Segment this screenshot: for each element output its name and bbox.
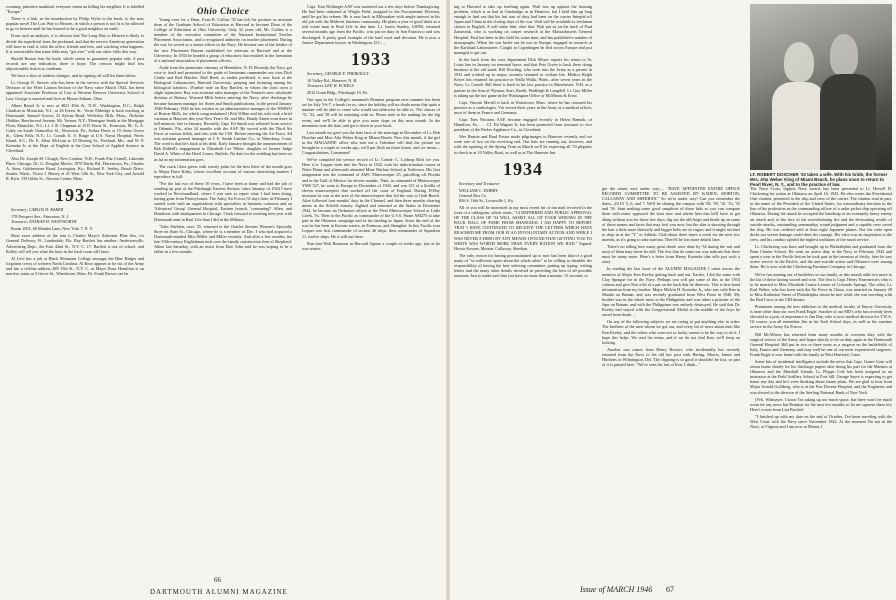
- secretary-address: 10 Valley Rd., Hanover, N. H.: [307, 77, 358, 83]
- left-column-2: [154, 4, 292, 256]
- secretary-line: Secretary, CARLOS H. BAKER: [11, 207, 64, 212]
- paragraph: (Yeh, Widmayer, I know I'm taking up too much space, but there won't be much room for any news but Reunion for the next few months so let me squeeze these in): Here's a note from Lint Buchtel:: [750, 396, 892, 412]
- paragraph: Also Dr. Joseph M. Clough, New London, N.H.; Frank Fitz Cornell, Lakeside Place, Chicago, Ill.; G. Douglas Morris, 1970 Darby Rd., Havertown, Pa.; Charles A. Sims, Goldenstone Road, Lexington, Ky.; Richard E. Seeley, Beach Drive, Seattle, Wash.; Victor J. Hersey at 41 West 12th St., New York City; and Arnold R. Rich, 159 Gibbs St., Newton Center, Mass.: [6, 155, 144, 181]
- left-page: [0, 0, 446, 600]
- secretary-address: 826 S. 16th St., Louisville 1, Ky.: [459, 197, 514, 203]
- paragraph: get the return wire under way..... "HAVE APPOINTED ENTIRE OFFICE RECORDS COMMITTEE TO BE ASSISTED BY KADEN, MORTON, CALLAWAY AND SHEEHAN." So we're under way! Can you remember the dates—JULY 5, 6, and 7. We'll be sharing the campus with '08, '09, '10, '33, '35 and '36. Start making some good snapshots of those kids so you can compare them with mine; approach the boss now and advise him that he'll have to get along without you for those few days; dig out the old Aegis and brush up on some of those names and faces that may fool you now, but the skin is showing through the hair a little more distinctly and bigger belts are in vogue; and it might not hurt to drop in at the "Y" or Athletic Club about three times a week for the next few months, as it's going to take stamina. There'll be lots more details later.: [602, 186, 740, 242]
- treasurer-line: Treasurer, LEE W. ECKELS: [307, 82, 354, 88]
- groom-head: [830, 34, 858, 76]
- page-number-right: 67: [666, 585, 674, 594]
- paragraph: Lt. Chickering was born and brought up in Philadelphia and graduated from the Penn Charter School. He went on active duty in the Navy in February 1942 and spent a year in the Pacific before he took part in the invasion of Sicily; later he saw active service in the Pacific, and the anti-suicide action and Okinawa were among them. He is now with the Chickering Furniture Company in Chicago.: [750, 244, 892, 270]
- secretary-address: 178 Prospect Ave., Princeton, N. J.: [11, 214, 70, 220]
- secretary-line: Secretary, GEORGE F. THERIAULT: [307, 70, 369, 76]
- paragraph: Wes Beattie and Brad Foster made pilgrimages to Hanover recently and we were one of two on the receiving end. Our hats are running out, however, and with the opening of the Spring Term in March we'll be expecting all '33 pilgrims to check in at 10 Valley Road, as well as at The Hanover Inn.: [454, 134, 592, 155]
- paragraph: Our spot in the College's mammoth Reunion program next summer has been set for July 5-6-7, a break for us, since the holiday will no doubt mean that quite a number will be able to come who would not otherwise be able to. The classes of '31, '32, and '38 will be reuniting with us. Please note in the making for the big event, and we'll be able to give you more dope on this next month. In the meantime note the date, and get it down in your book.: [302, 97, 440, 128]
- paragraph: On any of the following subjects we are trying to put anything else in order. The brothers of the men whom we got out, and every bit of news about men like Ken Keeley, and the others who were not so lucky, seems to be the way to do it. I hope this helps. We read the items, and if we do not find Ken, we'll keep on looking.: [602, 319, 740, 345]
- paragraph: Young even for a Dean, Evan R. Collins '35 has left his position as assistant dean of the Graduate School of Education at Harvard to become Dean of the College of Education at Ohio University. Only 32 years old, Mr. Collins is a member of the executive committee of the National Institutional Teacher Placement Association, and a recognized authority on teacher placement. During the war, he served as a senior officer in the Navy. He became one of the leaders of the new Placement Bureau established for veterans at Harvard and at the University. In 1934 he headed a group of educators that resulted in the formation of a national association of placement officers.: [154, 17, 292, 63]
- treasurer-address: Room 1801, 60 Maiden Lane, New York 7, N. Y.: [11, 226, 94, 232]
- paragraph: The crack Class greets with sweaty palm for the best letter of the month goes to Major Dave Kirby, whose excellent account of various interesting matters I reproduce in full:: [154, 163, 292, 179]
- bride-figure: [772, 82, 826, 170]
- paragraph: Lt. George N. Sievers who has been in the service with the Special Services Division of the Fleet Liaison Section of the Navy since March 1944, has been appointed Associate Professor of Law at Western Reserve University School of Law. George is married and lives at Mount Auburn, Ohio.: [6, 80, 144, 101]
- treasurer-address: 2812 Grant Bldg., Pittsburgh 19, Pa.: [307, 90, 368, 96]
- class-year-heading: 1934: [503, 158, 543, 179]
- right-page: [450, 0, 896, 600]
- paragraph: From such an analysis, it is obvious that The Long Way to Heaven is likely to divide the superficial from the profound, and that the newest American generation will have to read it, with the office, friends and foes, and watching what happens. It is conceivable that some folks may "get over" with one other folks this way.: [6, 33, 144, 54]
- magazine-footer: DARTMOUTH ALUMNI MAGAZINE: [150, 588, 288, 596]
- right-column-3: [750, 186, 892, 431]
- paragraph: ing to Harvard to take up teaching again. Walt was up against the housing problem, which is as bad in Cambridge as in Hanover, but I held him up long enough to find out that his last tour of duty had been on the carrier Intrepid off Japan and China in the closing days of the war. Walt will be available to freshman classes in English. A will strike him, after that. Walt put us on the track of Paul Zamecnik, who is working on cancer research at the Massachusetts General Hospital. Paul has been in this field for some time, and has published a number of monographs. When the war broke out he was in Europe, engaged in research at the Karlsbad Laboratories. Caught in Copenhagen he fled across Europe and just managed to get out.: [454, 4, 592, 55]
- secretary-line: Secretary and Treasurer: [459, 180, 500, 186]
- paragraph: Most exact address of the tent is Charles Mayo's Schooner Blue Sea, c/o General Delivery, Ft. Lauderdale, Fla. Ray Bartlett has another: Andersonville, Advertising Dept., the East 42nd St., N.Y. C. 17. Bartlett is out of school, and Kelley will tell you what the boys in the back room will have.: [6, 233, 144, 254]
- class-year-heading: 1933: [351, 48, 391, 69]
- paragraph: All of you will be interested in my most recent bit of fan mail received in the form of a cablegram, which reads, "14 DEFERRED AND PUBLIC APPROVAL OF THE CLASS OF '34 WILL ASSIST ALL OF YOUR WIDOWS IN THE BACK HALL OF FAME FROM SHANGHAI. I AM HAPPY TO REPORT THAT I HAVE CONTINUED TO RECEIVE THE LETTERS WHICH HAVE REACHED ME FROM OUR FLAG INVOLUNTARY ACTION AND WHILE I WAS NEVER A HERO BY ANY MEANS I FOUND THAT GETTING YOU TO WRITE WAS WORTH MORE THAN EVERY RATION WE HAD." Signed: Howie Kossen, Morton, Callaway, Sheehan.: [454, 205, 592, 251]
- paragraph: We've compiled the service record of Lt. Comdr. C. Lothrop Rich for you. Here it is: Lopper went into the Navy in 1942, took his indoctrination course at Notre Dame and afterwards attended Mine Warfare School at Yorktown. His first assignment was the command of AMC Minesweeper 25, patrolling off Florida and in the Gulf of Mexico for eleven months. Then, in command of Minesweeper YMS 527, he went to Europe in December of 1943, and was CO of a flotilla of eleven minesweepers that worked off the coast of England. During D-Day invasion he was in the area of the minesweepers that led the way to Utah Beach. After followed four months' duty in the Channel, and then three months clearing mines in the Scheldt estuary. Sighted and returned to the States in December 1944, he became an Ordnance officer at the Fleet Minesweeper School at Little Creek, Va. Then to the Pacific as commander of the U.S.S. Pirate AM275 to take part in the Okinawa campaign and in the landing in Japan. Since the end of the war he has been in Korean waters, in Formosa, and Shanghai. In this Pacific tour Lopper was first commander of section 46 ships, then commander of Squadron 11, twelve ships. He is still out there.: [302, 157, 440, 239]
- paragraph: ecoming, primitive mankind, everyone intent on killing his neighbor. It is labelled "Escape.": [6, 4, 144, 15]
- class-year-heading: 1932: [55, 185, 95, 205]
- bride-head: [784, 42, 814, 82]
- page-number-left: 66: [214, 576, 221, 584]
- paragraph: The only reason for having procrastinated up to now has been that of a good many of "so sufficient space about the whole affair" to be willing to shoulder the responsibility of having the best selecting committee, putting up typing, writing letters and the many other details involved in providing the best of all possible reunions. Just to make sure that you have no more than a minute, 15 seconds, to: [454, 252, 592, 279]
- paragraph: Prominent among the new additions to the medical faculty of Emory University is none other than our own Frank Engle. Another of our MD's who has recently been elevated to a post of importance is Jim Day, who is now medical director for T.W.A. Of course, you all remember Jim in his Tuck School days, as well as his wartime service in the Army Air Forces.: [750, 304, 892, 330]
- left-column-3: [302, 4, 440, 253]
- paragraph: Last month we gave you the bare facts of the marriage in December of Lt. Bob Deacher and Miss Alta Weber King at Miami Beach. Now this month, if the girl in the MAGAZINE office who sent me a Valentine will find the picture we brought in a couple of weeks ago, we'll put flesh on those bones, and we mean—Congratulations, Lieutenant!: [302, 129, 440, 156]
- paragraph: In the back from the wars department Dick Meyer reports his return to St. Louis late in January on terminal leave, and that Pete Grove is back there doing business at the old stand. Bill Dowling, who went into the Army as a private in 1941 and worked up to major, recently returned to civilian life. Medico Ralph Keyes has resumed his practice in Walla Walla, Wash., after seven years in the Navy. Lt. Comdr. Bill Steer is back in his law practice in Manchester, N.H. as a partner in the firm of Wyman, Starr, Booth, Wadleigh & Langdell. Lt. Guy Miller is taking up the law game in the Washington Office of McManus & Ernst.: [454, 56, 592, 98]
- paragraph: Capt. Vincent Merrill is back in Watertown, Mass. where he has resumed his practice as a cardiologist. Vin served three years in the Army as a medical officer, most of them in France and Germany.: [454, 99, 592, 115]
- photo-caption: LT. ROBERT DOSCHER '33 takes a wife. With his bride, the former Mrs. Alta Weber King of Miami Beach, he plans soon to return to Pearl River, N. Y., and to the practice of law.: [750, 172, 888, 188]
- paragraph: In reading the last issue of the ALUMNI MAGAZINE I came across the mention of Major Ken Keeley getting back and out. Earlier, I did the same with Clay Sprague for in the Navy. Perhaps you will put some of this in the 1934 column and give Ken a bit of a pat on the back that he deserves. This is first-hand information from my brother, Major Melvin H. Koeneke Jr., who was with Ken in Manila on Bataan, and was recently graduated from West Point in 1940. My brother was in the whole mess in the Philippines and was taken a prisoner of the Japs on Bataan, and with the Philippines was entirely destroyed. He said that Dr. Keeley had stayed with the Congressional Medal in the middle of the boys he saved from death. ...: [602, 266, 740, 318]
- paragraph: Aside from the prominent citizenry of Hennikers, N. H. Recently the Navy got wise to itself and promoted to the grade of lieutenant commander our own Dick Clarke and Rod Hatcher. Shel Reed, as earlier predicted, is now back at the Biological Laboratories, Harvard University, peeping and lecturing among his biological statistics. (Further note on Ray Bartlett, to whom the class owes a slight injunction: Ray was assistant sales manager of the Ventura's new wholesale division of Bottery. Worsted Mills before entering the Navy; after discharge he became business manager for Street and Smith publications, in the period January 1946-February 1946 he has written as an administrative manager of the WMWO of Boston Mills, for which congratulations!) Bob Wilkin and his wife took a brief vacation at Hanover this year New Year's Dr. and Mrs. Handy Amen went there in full memory, late in January. Recently, Capt. Ed Smith was released from service at Orlando, Fla., after 34 months with the AAF. He served with the Third Air Force at various fields, and also with the CSS. Before entering the Air Force, Ed was assistant general manager at J. E. Smith Lumber Co., in Waterbury, Conn. The word is that he's back at his desk. Early January brought the announcement of Bob Riddell's engagement to Elizabeth Lee White, daughter of former Judge David A. White of the Hotel Lenox, Buffalo. No date for the wedding has been set as far as my information goes.: [154, 64, 292, 162]
- right-column-1: [454, 4, 592, 280]
- secretary-name: WILLIAM C. EMBRY: [459, 187, 499, 193]
- paragraph: Bill McAllister has returned from many months of overseas duty with the surgical service of the Army, and hopes shortly to be on duty again at the Dartmouth General Hospital. Bill put in two or three years as a surgeon on the battlefields of Italy, France and Germany, and may well be one of our most experienced surgeons. Frank Engle is now home with his family in West Hartford, Conn.: [750, 331, 892, 357]
- paragraph: "For the last two of these 10 years, I have been at home and had the job of winding up part of the Pittsburgh Eastern Section, since January of 1944 I have worked in Newfoundland, where I was sent to report what I had been doing, having gone from Pennsylvania. The Army Air Forces 55 days later, in February I started work with an organization with specialties in business contracts and an 'Advanced Group' General Hospital, Eastern branch, 'consuming'! Allen, and Hamilton, with headquarters in Chicago. I look forward to working next year with Dartmouth men in Real Life than I did in the Military.: [154, 180, 292, 222]
- paragraph: Capt. Tom Wolfaeger AAF was mustered out a few days before Thanksgiving. He had been stationed at Wright Field, assigned to the Procurement Division, until he got his release. He is now back in Milwaukee with ample interest in his old job with the Midwest business community. He plans a year of good deals as a real estate man in Real Life in due time. Lt. Justin Stanley, USNR, returned several months ago from the Pacific, was put on duty in San Francisco and was discharged. A pretty good example of the hard work and devotion. He is now a Justice Department lawyer in Washington, D.C. ...: [302, 4, 440, 45]
- paragraph: Some bits of incidental intelligence include the news that Capt. Goner Gose will return home shortly for his discharge papers after doing his part for the Marines at Okinawa and the Marshall Islands. Lt. Phipps Cole has been assigned as an instructor at the Field Artillery School at Fort Sill. George Sayre is expecting to get home any day and he's even thinking about future plans. We are glad to hear from Major Arnold Goldberg, who is at the Fort Devens Hospital, and the Engineers and was elected to the director of the Sterling National Bank of New York.: [750, 359, 892, 395]
- paragraph: The Navy Cross, highest Navy award, has been presented to Lt. Howell D. Chickering for action at Okinawa on April 16, 1945. He also wears the Presidential Unit citation, presented to the ship and crew of the carrier. The citation read in part, in the name of the President of the United States, for extraordinary heroism in the line of his profession as the commanding officer of a radar picket ship operating off Okinawa. During the attack he accepted the handicap of an extremely heavy enemy air attack and, in the face of the overwhelming fire and the devastating results of suicide attacks, outstanding seamanship, sound judgment and a capable crew saved the ship. He was credited with at least eight Japanese planes. Nor the wide open decks nor severe damage could deter his courage. His valor was an inspiration to the crew, and his conduct upheld the highest traditions of the naval service.: [750, 186, 892, 242]
- groom-figure: [820, 74, 876, 170]
- paragraph: Run into Walt Bearnson in Harvard Square a couple of weeks ago, just as he was return-: [302, 240, 440, 251]
- treasurer-line: Treasurer, NATHAN H. WENTWORTH: [11, 219, 77, 225]
- paragraph: There's no telling how many great deeds were done by '34 during the war and most of them may never be told. The few that do come our way indicate that there must be many more. Here's a letter from Henry Koeneke that tells just such a story:: [602, 244, 740, 265]
- issue-footer: Issue of MARCH 1946: [580, 585, 653, 594]
- wedding-photo: [750, 4, 892, 170]
- left-column-1: [6, 4, 144, 278]
- paragraph: Al Levi has a job at Black Mountain College amongst the Blue Ridges and forgotten crews of western North Carolina. Al Rose appears to be out of the Army and has a civilian address 489 15th St., N.Y. C. as Major Dunc Hamilton is on inactive status at 5 Grove St., Winchester, Mass. Dr. Frank Brown can be: [6, 255, 144, 277]
- secretary-org: General Box Co.: [459, 192, 488, 198]
- paragraph: "I finished up with my date on the end of October, I've been traveling with the West Coast with the Navy since November 1942. At the moment I'm not in the Navy, at Virginia and I am now in Miami, I: [750, 413, 892, 430]
- paragraph: There is a link, in the introduction by Philip Wylie to the book, to the now popular novel The Lost Way to Heaven, in which a person is not fit to be allowed to go to heaven until he has learned to be a good neighbor on earth.: [6, 16, 144, 32]
- paragraph: We've fun running out of bachelors in our family, as this month adds two more to the list of those having wooed and won. The first is Capt. Henry Nearmeister, who is to be married to Miss Elizabeth Louise Lenzen of Colorado Springs. The other, Lt. Karl Weber, who has been with the Air Force in China, was married on January 29 to Miss Katherine Street of Philadelphia whom he met while she was traveling with the Red Cross in the CBI theater.: [750, 271, 892, 302]
- paragraph: Capt. Tom Nisonen, AAF, became engaged recently to Helen Hannah, of Hamilton, Pa. . . . Cl. Ed Wagner Jr. has been promoted from treasurer to vice president of the Parker Appliance Co., in Cleveland.: [454, 116, 592, 133]
- paragraph: "John Sheldon, once '35, returned to the Charles Stevens Women's Specialty Store on State St., Chicago, where he is a member of Dec. I who had acquired a Dartmouth-minded Miss Miller and Miller recently. And after a few months, his late-19th-century Englishman took over the family construction firm of Shepherd-Aiken last Saturday, with an assist from Dad. John said he was hoping to be a father in a few months.: [154, 223, 292, 255]
- paragraph: Albert Beisel Jr. is now at 4821 45th St., N.W., Washington, D.C.; Ralph Charlton in Montclair, N.J., at 26 Forest St.; Verne Eldredge is back teaching at Dartmouth; Samuel Grover, 23 Sylvan Road, Wellesley Hills, Mass.; Nicholas Oleklue, Beechwood Avenue, Mt. Vernon, N.Y.; Montague Smith at the Mortgage Floor, Montclair, N.J.; Lt. J. R. Chapman at 1515 Davis St., Evanston, Ill.; G. A. Coley on South Chancellor St., Newtown, Pa.; Arthur Davis at 15 Stone Grove St., Glens Falls, N.Y.; Lt. Comdr. E. S. Burge at U.S. Naval Hospital, Parris Island, S.C.; Dr. E. Allan McLean at 19 Deering St., Portland, Me.; and W. P. Koeneke Jr. at the Dept. of English at the Case School of Applied Science in Cleveland.: [6, 102, 144, 154]
- paragraph: Should Boston ban the book, which seems to guarantee popular sale, if past records are any indication, there is hope. The censors might find less objectionable fiction to condemn.: [6, 55, 144, 72]
- right-column-2: [602, 186, 740, 369]
- ohio-choice-heading: Ohio Choice: [196, 6, 250, 16]
- paragraph: Another one comes from Henry Bowers, who incidentally has recently returned from the Navy to his old law post with Hering, Morris, James and Hitchens in Wilmington, Del. The clipping is so good it shouldn't be lost, so part of it is printed here: "We've seen the last of Ken, I think...": [602, 346, 740, 368]
- paragraph: We have a slew of address changes, and in signing off will list them below.: [11, 73, 137, 79]
